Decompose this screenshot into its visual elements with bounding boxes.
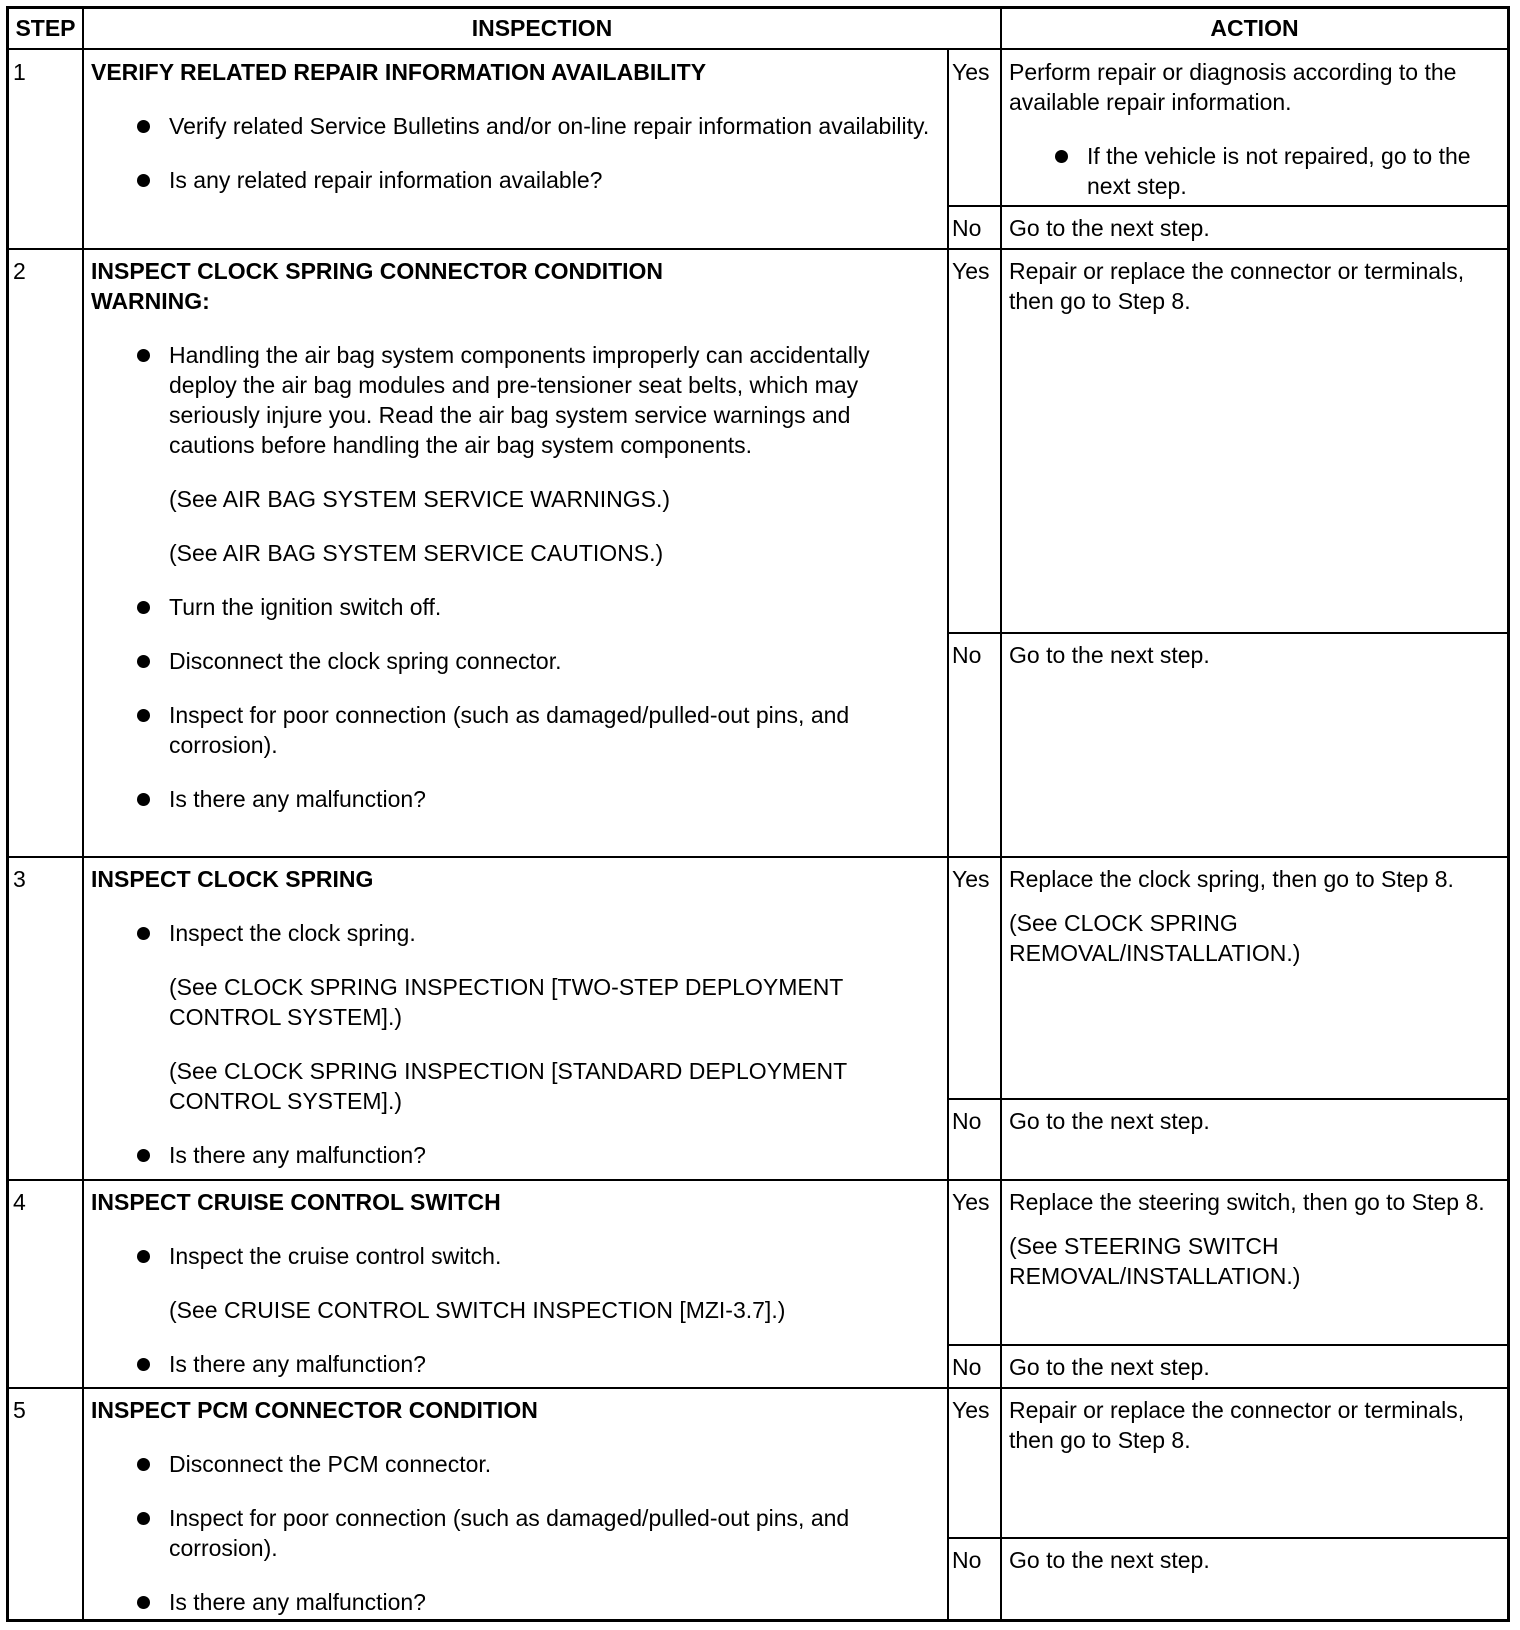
list-item: Inspect the cruise control switch. [91, 1241, 937, 1271]
list-item: Verify related Service Bulletins and/or on-line repair information availability. [91, 111, 937, 141]
list-item: Is there any malfunction? [91, 1349, 937, 1379]
action-text: Perform repair or diagnosis according to the available repair information. [1009, 59, 1457, 115]
list-item: Disconnect the PCM connector. [91, 1449, 937, 1479]
no-label: No [952, 1108, 982, 1134]
no-label: No [952, 1547, 982, 1573]
reference: (See CRUISE CONTROL SWITCH INSPECTION [MZI-3.7].) [169, 1297, 786, 1323]
step-inspection [91, 864, 937, 1170]
divider [9, 1179, 1507, 1181]
step-inspection [91, 57, 937, 195]
yes-label: Yes [952, 1397, 990, 1423]
action-text: Replace the clock spring, then go to Step 8. [1009, 866, 1454, 892]
no-label: No [952, 1354, 982, 1380]
divider [947, 1537, 1507, 1539]
list-item: Is there any malfunction? [91, 1140, 937, 1170]
reference: (See AIR BAG SYSTEM SERVICE WARNINGS.) [169, 486, 671, 512]
step-title: INSPECT CLOCK SPRING CONNECTOR CONDITION [91, 258, 664, 284]
action-text: Replace the steering switch, then go to Step 8. [1009, 1189, 1485, 1215]
no-label: No [952, 642, 982, 668]
reference: (See CLOCK SPRING INSPECTION [TWO-STEP DEPLOYMENT CONTROL SYSTEM].) [169, 974, 843, 1030]
list-item: Disconnect the clock spring connector. [91, 646, 937, 676]
step-inspection [91, 256, 937, 814]
list-item: Is any related repair information available? [91, 165, 937, 195]
action-bullet: If the vehicle is not repaired, go to the next step. [1009, 141, 1501, 201]
step-inspection [91, 1187, 937, 1379]
step-title: INSPECT CLOCK SPRING [91, 866, 374, 892]
action-reference: (See CLOCK SPRING REMOVAL/INSTALLATION.) [1009, 910, 1301, 966]
yes-action [1009, 1187, 1501, 1291]
list-item: Inspect the clock spring. [91, 918, 937, 948]
divider [82, 9, 84, 1619]
step-title: INSPECT CRUISE CONTROL SWITCH [91, 1189, 501, 1215]
step-inspection [91, 1395, 937, 1617]
reference: (See AIR BAG SYSTEM SERVICE CAUTIONS.) [169, 540, 664, 566]
divider [947, 1344, 1507, 1346]
step-number: 1 [13, 59, 26, 85]
list-item: Handling the air bag system components improperly can accidentally deploy the air bag modules and pre-tensioner seat belts, which may seriously injure you. Read the air bag system service warnings and cautions before handling the air bag system components. [91, 340, 937, 460]
no-action: Go to the next step. [1009, 1354, 1210, 1380]
yes-label: Yes [952, 258, 990, 284]
no-action: Go to the next step. [1009, 215, 1210, 241]
diagnostic-procedure-table [6, 6, 1510, 1622]
list-item: Is there any malfunction? [91, 784, 937, 814]
step-number: 2 [13, 258, 26, 284]
yes-action: Repair or replace the connector or terminals, then go to Step 8. [1009, 1397, 1465, 1453]
step-number: 3 [13, 866, 26, 892]
header-inspection: INSPECTION [471, 15, 613, 41]
warning-label: WARNING: [91, 288, 210, 314]
divider [947, 1098, 1507, 1100]
yes-action [1009, 864, 1501, 968]
step-title: INSPECT PCM CONNECTOR CONDITION [91, 1397, 538, 1423]
list-item: Is there any malfunction? [91, 1587, 937, 1617]
action-reference: (See STEERING SWITCH REMOVAL/INSTALLATION.) [1009, 1233, 1301, 1289]
step-number: 5 [13, 1397, 26, 1423]
yes-action: Repair or replace the connector or terminals, then go to Step 8. [1009, 258, 1465, 314]
divider [947, 205, 1507, 207]
no-label: No [952, 215, 982, 241]
step-number: 4 [13, 1189, 26, 1215]
step-title: VERIFY RELATED REPAIR INFORMATION AVAILABILITY [91, 59, 707, 85]
divider [9, 248, 1507, 250]
no-action: Go to the next step. [1009, 642, 1210, 668]
no-action: Go to the next step. [1009, 1108, 1210, 1134]
divider [1000, 9, 1002, 1619]
header-step: STEP [15, 15, 76, 41]
yes-label: Yes [952, 1189, 990, 1215]
yes-label: Yes [952, 866, 990, 892]
divider [9, 856, 1507, 858]
list-item: Inspect for poor connection (such as damaged/pulled-out pins, and corrosion). [91, 700, 937, 760]
divider [947, 49, 949, 1619]
list-item: Turn the ignition switch off. [91, 592, 937, 622]
divider [947, 632, 1507, 634]
list-item: Inspect for poor connection (such as damaged/pulled-out pins, and corrosion). [91, 1503, 937, 1563]
no-action: Go to the next step. [1009, 1547, 1210, 1573]
divider [9, 1387, 1507, 1389]
yes-label: Yes [952, 59, 990, 85]
reference: (See CLOCK SPRING INSPECTION [STANDARD DEPLOYMENT CONTROL SYSTEM].) [169, 1058, 847, 1114]
yes-action [1009, 57, 1501, 201]
divider [9, 48, 1507, 50]
header-action: ACTION [1210, 15, 1299, 41]
